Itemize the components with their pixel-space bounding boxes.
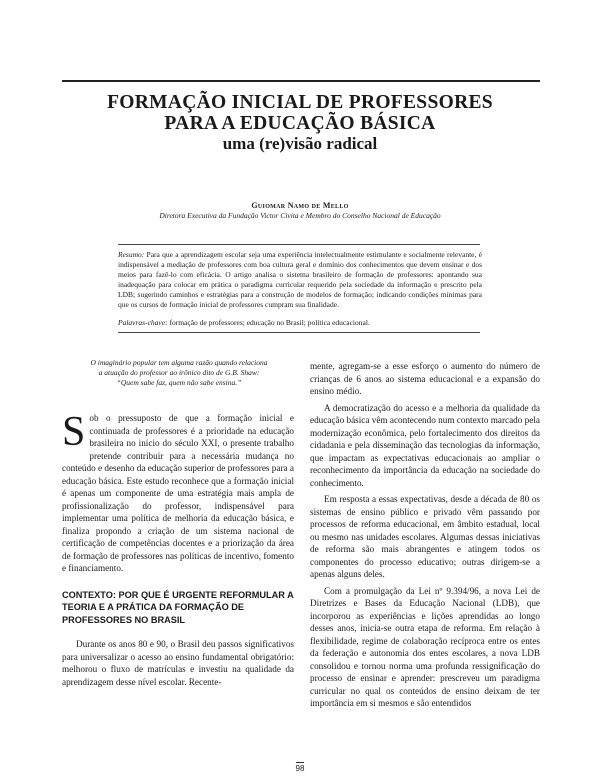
epigraph-line-2: a atuação do professor ao irônico dito de G.B. Shaw:	[98, 368, 260, 377]
page-number-text: 98	[295, 764, 305, 773]
abstract-top-rule	[118, 244, 480, 245]
abstract-label: Resumo:	[118, 250, 145, 259]
keywords-text: formação de professores; educação no Brasil; política educacional.	[167, 318, 370, 327]
author-affiliation: Diretora Executiva da Fundação Victor Civita e Membro do Conselho Nacional de Educação	[159, 211, 441, 220]
keywords	[118, 318, 482, 328]
author-name: Guiomar Namo de Mello	[251, 201, 349, 210]
body-paragraph: A democratização do acesso e a melhoria da qualidade da educação básica vêm acontecendo num contexto marcado pela modernização econômica, pelo fortalecimento dos direitos da cidadania e pela disseminação das tecnologias da informação, que impactam as expectativas educacionais ao ampliar o reconhecimento da importância da educação na sociedade do conhecimento.	[310, 402, 540, 488]
body-paragraph: Durante os anos 80 e 90, o Brasil deu passos significativos para universalizar o acesso ao ensino fundamental obrigatório: melhorou o fluxo de matrículas e investiu na qualidade da aprendizagem desse nível escolar. Recente-	[62, 639, 294, 687]
body-paragraph: Em resposta a essas expectativas, desde a década de 80 os sistemas de ensino público e privado vêm passando por processos de reforma educacional, em âmbito estadual, local ou mesmo nas unidades escolares. Algumas dessas iniciativas de reforma são mais abrangentes e atingem todos os componentes do processo educativo; outras dirigem-se a apenas alguns deles.	[310, 494, 540, 579]
epigraph-line-1: O imaginário popular tem alguma razão quando relaciona	[90, 358, 268, 367]
article-title	[40, 92, 560, 134]
right-column	[310, 360, 540, 710]
page-number	[0, 764, 600, 773]
left-column	[62, 409, 294, 688]
top-rule	[62, 80, 540, 82]
body-paragraph: mente, agregam-se a esse esforço o aumento do número de crianças de 6 anos ao sistema educacional e a expansão do ensino médio.	[310, 361, 540, 396]
drop-cap: S	[62, 409, 86, 455]
title-line-1: FORMAÇÃO INICIAL DE PROFESSORES	[107, 92, 493, 113]
title-line-2: PARA A EDUCAÇÃO BÁSICA	[164, 113, 436, 134]
abstract-bottom-rule	[118, 332, 480, 333]
keywords-label: Palavras-chave:	[118, 318, 168, 327]
body-paragraph: Com a promulgação da Lei nº 9.394/96, a nova Lei de Diretrizes e Bases da Educação Nacional (LDB), que incorporou as experiências e lições aprendidas ao longo desses anos, inicia-se outra etapa de reforma. Em relação à flexibilidade, regime de colaboração recíproca entre os entes da federação e autonomia dos entes escolares, a nova LDB consolidou e tornou norma uma profunda ressignificação do processo de ensinar e aprender: prescreveu um paradigma curricular no qual os conteúdos de ensino deixam de ter importância em si mesmos e são entendidos	[310, 585, 540, 708]
article-subtitle: uma (re)visão radical	[222, 134, 378, 153]
epigraph-line-3: “Quem sabe faz, quem não sabe ensina.”	[116, 378, 242, 387]
abstract	[118, 250, 482, 309]
intro-text: ob o pressuposto de que a formação inicial e continuada de professores é a prioridade na educação brasileira no início do século XXI, o presente trabalho pretende contribuir para a necessária mudança no conteúdo e desenho da educação superior de professores para a educação básica. Este estudo reconhece que a formação inicial é apenas um componente de uma estratégia mais ampla de profissionalização do professor, indispensável para implementar uma política de melhoria da educação básica, e finaliza propondo a criação de um sistema nacional de certificação de competências docentes e a priorização da área de formação de professores nas políticas de incentivo, fomento e financiamento.	[62, 413, 294, 573]
section-heading: CONTEXTO: POR QUE É URGENTE REFORMULAR A TEORIA E A PRÁTICA DA FORMAÇÃO DE PROFESSORES NO BRASIL	[62, 589, 294, 625]
epigraph	[72, 358, 286, 388]
intro-paragraph	[62, 409, 294, 575]
abstract-text: Para que a aprendizagem escolar seja uma experiência intelectualmente estimulante e socialmente relevante, é indispensável a mediação de professores com boa cultura geral e domínio dos conhecimentos que devem ensinar e dos meios para fazê-lo com eficácia. O artigo analisa o sistema brasileiro de formação de professores: apontando sua inadequação para colocar em prática o paradigma curricular requerido pela sociedade da informação e prescrito pela LDB; sugerindo caminhos e estratégias para a construção de modelos de formação; indicando condições mínimas para que os cursos de formação inicial de professores cumpram sua finalidade.	[118, 250, 482, 309]
